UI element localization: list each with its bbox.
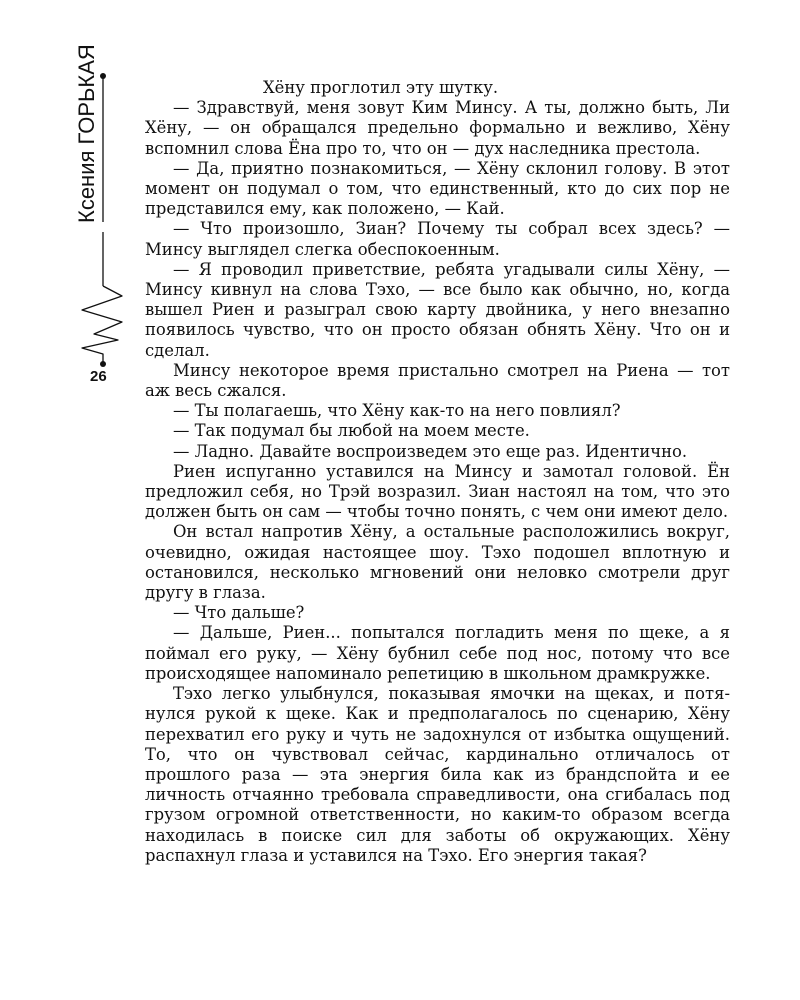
page-number: 26	[90, 368, 107, 385]
paragraph: — Ладно. Давайте воспроизведем это еще раз. Идентично.	[173, 441, 688, 461]
paragraph: — Ты полагаешь, что Хёну как-то на него повлиял?	[173, 401, 621, 421]
paragraph: Тэхо легко улыбнулся, показывая ямочки на щеках, и потянулся рукой к щеке. Как и предполагалось по сценарию, Хёну перехватил его руку и чуть не задохнулся от избытка ощущений. То, что он чувствовал сейчас, кардинально отличалось от прошлого раза — эта энергия била как из брандспойта и ее личность отчаянно требовала справедливости, она сгибалась под грузом огромной ответственности, но каким-то образом всегда находилась в поиске сил для заботы об окружающих. Хёну распахнул глаза и уставился на Тэхо. Его энергия такая?	[145, 684, 730, 865]
paragraph: Минсу некоторое время пристально смотрел на Риена — тот аж весь сжался.	[145, 360, 730, 401]
author-last-name: ГОРЬКАЯ	[74, 44, 99, 145]
paragraph: — Что дальше?	[173, 603, 305, 623]
paragraph: — Здравствуй, меня зовут Ким Минсу. А ты, должно быть, Ли Хёну, — он обращался предельно формально и вежливо, Хёну вспомнил слова Ёна про то, что он — дух наследника престола.	[145, 98, 730, 158]
paragraph: Риен испуганно уставился на Минсу и замотал головой. Ён предложил себя, но Трэй возразил. Зиан настоял на том, что это должен быть он сам — чтобы точно понять, с чем они имеют дело.	[145, 461, 730, 522]
heartbeat-line-ornament	[78, 72, 128, 382]
paragraph: Он встал напротив Хёну, а остальные расположились вокруг, очевидно, ожидая настоящее шоу. Тэхо подошел вплотную и остановился, несколько мгновений они неловко смотрели друг другу в глаза.	[145, 522, 730, 603]
paragraph: — Что произошло, Зиан? Почему ты собрал всех здесь? — Минсу выглядел слегка обеспокоенным.	[145, 219, 730, 259]
paragraph: — Да, приятно познакомиться, — Хёну склонил голову. В этот момент он подумал о том, что единственный, кто до сих пор не представился ему, как положено, — Кай.	[145, 158, 730, 219]
paragraph: — Так подумал бы любой на моем месте.	[173, 421, 530, 441]
author-first-name: Ксения	[74, 150, 99, 223]
body-text	[145, 78, 730, 866]
paragraph: Хёну проглотил эту шутку.	[263, 78, 499, 97]
paragraph: — Дальше, Риен... попытался погладить меня по щеке, а я поймал его руку, — Хёну бубнил себе под нос, потому что все происходящее напоминало репетицию в школьном драмкружке.	[145, 623, 730, 683]
paragraph: — Я проводил приветствие, ребята угадывали силы Хёну, — Минсу кивнул на слова Тэхо, — все было как обычно, но, когда вышел Риен и разыграл свою карту двойника, у него внезапно появилось чувство, что он просто обязан обнять Хёну. Что он и сделал.	[145, 259, 730, 360]
